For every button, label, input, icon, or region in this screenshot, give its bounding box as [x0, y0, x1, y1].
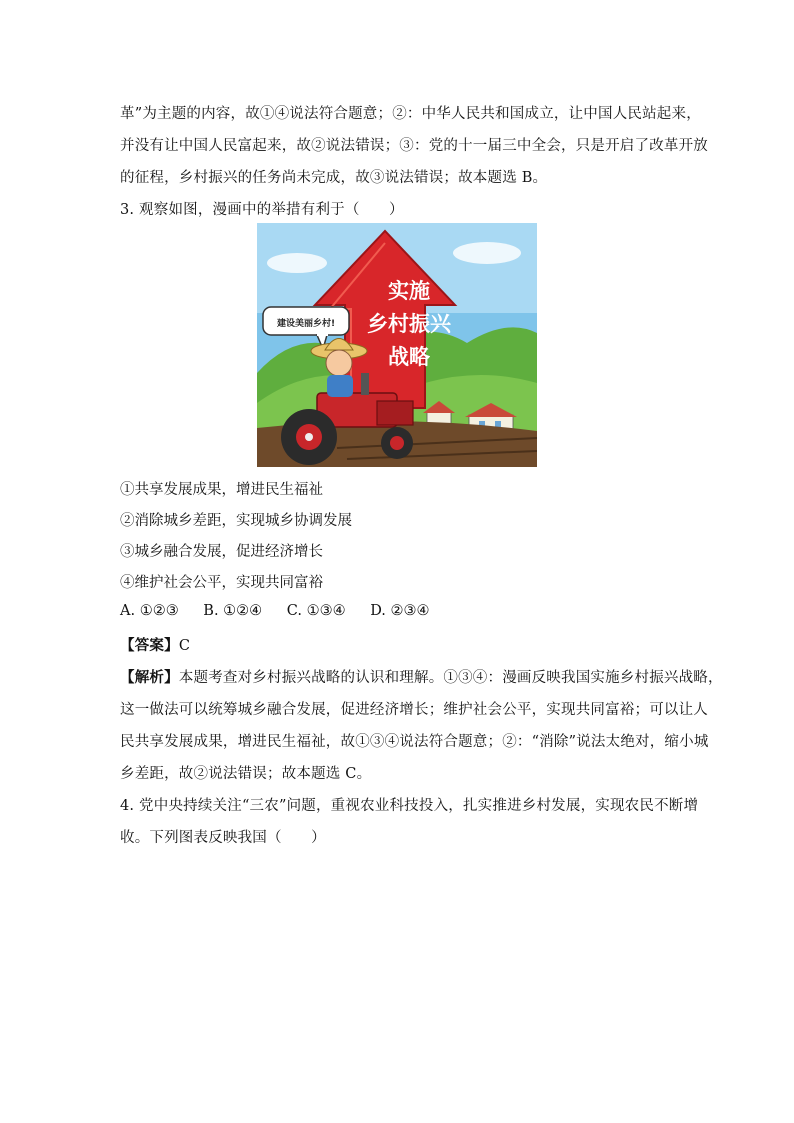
analysis-line [120, 666, 723, 687]
analysis-text: 本题考查对乡村振兴战略的认识和理解。①③④：漫画反映我国实施乡村振兴战略， [178, 670, 723, 686]
analysis-line: 民共享发展成果，增进民生福祉，故①③④说法符合题意；②：“消除”说法太绝对，缩小城 [120, 734, 709, 750]
answer-value: C [178, 638, 191, 654]
analysis-line: 乡差距，故②说法错误；故本题选 C。 [120, 766, 372, 782]
choice-a: A. ①②③ [120, 603, 179, 619]
question-stem: 收。下列图表反映我国（ ） [120, 830, 326, 846]
text-line: 的征程，乡村振兴的任务尚未完成，故③说法错误；故本题选 B。 [120, 170, 548, 186]
choice-c: C. ①③④ [286, 603, 346, 619]
option-2: ②消除城乡差距，实现城乡协调发展 [120, 513, 352, 529]
arrow-text-line-3: 战略 [388, 345, 430, 369]
analysis-label: 【解析】 [120, 669, 179, 686]
answer-line [120, 634, 190, 655]
text-line: 革”为主题的内容，故①④说法符合题意；②：中华人民共和国成立，让中国人民站起来， [120, 106, 701, 122]
option-1: ①共享发展成果，增进民生福祉 [120, 482, 323, 498]
option-4: ④维护社会公平，实现共同富裕 [120, 575, 323, 591]
cartoon-image [257, 223, 537, 467]
arrow-text-line-2: 乡村振兴 [367, 312, 451, 336]
choice-d: D. ②③④ [370, 603, 430, 619]
answer-label: 【答案】 [120, 637, 179, 654]
choice-b: B. ①②④ [203, 603, 263, 619]
analysis-line: 这一做法可以统筹城乡融合发展，促进经济增长；维护社会公平，实现共同富裕；可以让人 [120, 702, 708, 718]
question-stem: 4. 党中央持续关注“三农”问题，重视农业科技投入，扎实推进乡村发展，实现农民不断增 [120, 798, 699, 814]
speech-bubble-text: 建设美丽乡村! [276, 319, 336, 329]
text-line: 并没有让中国人民富起来，故②说法错误；③：党的十一届三中全会，只是开启了改革开放 [120, 138, 708, 154]
question-stem: 3. 观察如图，漫画中的举措有利于（ ） [120, 202, 404, 218]
arrow-text-line-1: 实施 [388, 279, 430, 303]
option-3: ③城乡融合发展，促进经济增长 [120, 544, 323, 560]
choice-row [120, 603, 450, 619]
